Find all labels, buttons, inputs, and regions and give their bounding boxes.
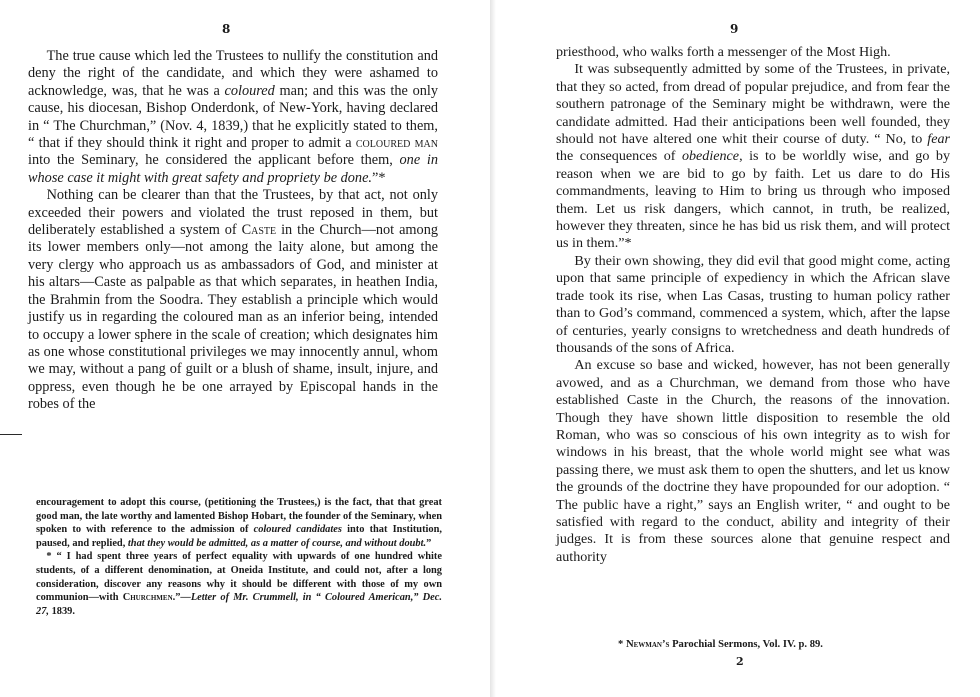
body-text bbox=[28, 48, 438, 414]
right-page bbox=[490, 0, 980, 697]
margin-mark bbox=[0, 434, 22, 435]
footnote bbox=[36, 496, 442, 618]
paragraph: priesthood, who walks forth a messenger of the Most High. bbox=[556, 44, 891, 60]
paragraph: An excuse so base and wicked, however, has not been generally avowed, and as a Churchman, we demand from those who have established Caste in the Church, the reasons of the innovation. Though they have shown little disposition to resemble the old Roman, who was so conscious of his own integrity as to wish for windows in his breast, that the whole world might see what was passing there, we must ask them to open the shutters, and let us know the grounds of the doctrine they have propounded for our adoption. “ The public have a right,” says an English writer, “ and ought to be satisfied with regard to the conduct, ability and integrity of their judges. It is from these sources alone that genuine respect and authority bbox=[556, 357, 950, 565]
gutter-shadow bbox=[490, 0, 496, 697]
page-number: 8 bbox=[222, 22, 231, 36]
paragraph: Nothing can be clearer than that the Trustees, by that act, not only exceeded their powers and violated the trust reposed in them, but deliberately established a system of Caste in the Church—not among its lower members only—not among the laity alone, but among the very clergy who approach us as ambassadors of God, and minister at his altars—Caste as palpable as that which separates, in heathen India, the Brahmin from the Soodra. They establish a principle which would justify us in regarding the coloured man as an inferior being, intended to occupy a lower sphere in the scale of creation; which designates him as one whose constitutional privileges we may innocently annul, whom we may, without a pang of guilt or a blush of shame, insult, injure, and oppress, even though he be one arrayed by Episcopal hands in the robes of the bbox=[28, 187, 438, 413]
body-text bbox=[556, 44, 950, 566]
page-number: 9 bbox=[730, 22, 739, 36]
footnote-paragraph: * Newman’s Parochial Sermons, Vol. IV. p. 89. bbox=[618, 639, 823, 650]
signature-mark: 2 bbox=[736, 655, 744, 668]
footnote-paragraph: * “ I had spent three years of perfect equality with upwards of one hundred white students, of a different denomination, at Oneida Institute, and could not, after a long consideration, discover any reasons why it should be different with those of my own communion—with Churchmen.”—Letter of Mr. Crummell, in “ Coloured American,” Dec. 27, 1839. bbox=[36, 551, 442, 617]
paragraph: The true cause which led the Trustees to nullify the constitution and deny the right of the candidate, and which they were ashamed to acknowledge, was, that he was a coloured man; and this was the only cause, his diocesan, Bishop Onderdonk, of New-York, having declared in “ The Churchman,” (Nov. 4, 1839,) that he explicitly stated to them, “ that if they should think it right and proper to admit a coloured man into the Seminary, he considered the applicant before them, one in whose case it might with great safety and propriety be done.”* bbox=[28, 48, 439, 186]
paragraph: It was subsequently admitted by some of the Trustees, in private, that they so acted, from dread of popular prejudice, and from fear the southern patronage of the Seminary might be withdrawn, were the candidate admitted. Had their anticipations been well founded, they should not have altered one whit their course of duty. “ No, to fear the consequences of obedience, is to be worldly wise, and go by reason when we are bid to go by faith. Let us dare to do His commandments, leaving to Him to bring us through who imposed them. Let us risk dangers, which cannot, in truth, be realized, however they threaten, since he has bid us risk them, and will protect us in them.”* bbox=[556, 61, 950, 252]
paragraph: By their own showing, they did evil that good might come, acting upon that same principle of expediency in which the African slave trade took its rise, when Las Casas, trusting to human policy rather than to God’s command, commenced a system, which, after the lapse of centuries, yearly consigns to wretchedness and death hundreds of thousands of the sons of Africa. bbox=[556, 252, 950, 356]
footnote-paragraph: encouragement to adopt this course, (petitioning the Trustees,) is the fact, that that great good man, the late worthy and lamented Bishop Hobart, the founder of the Seminary, when spoken to with reference to the admission of coloured candidates into that Institution, paused, and replied, that they would be admitted, as a matter of course, and without doubt.” bbox=[36, 497, 443, 549]
footnote bbox=[618, 638, 938, 651]
